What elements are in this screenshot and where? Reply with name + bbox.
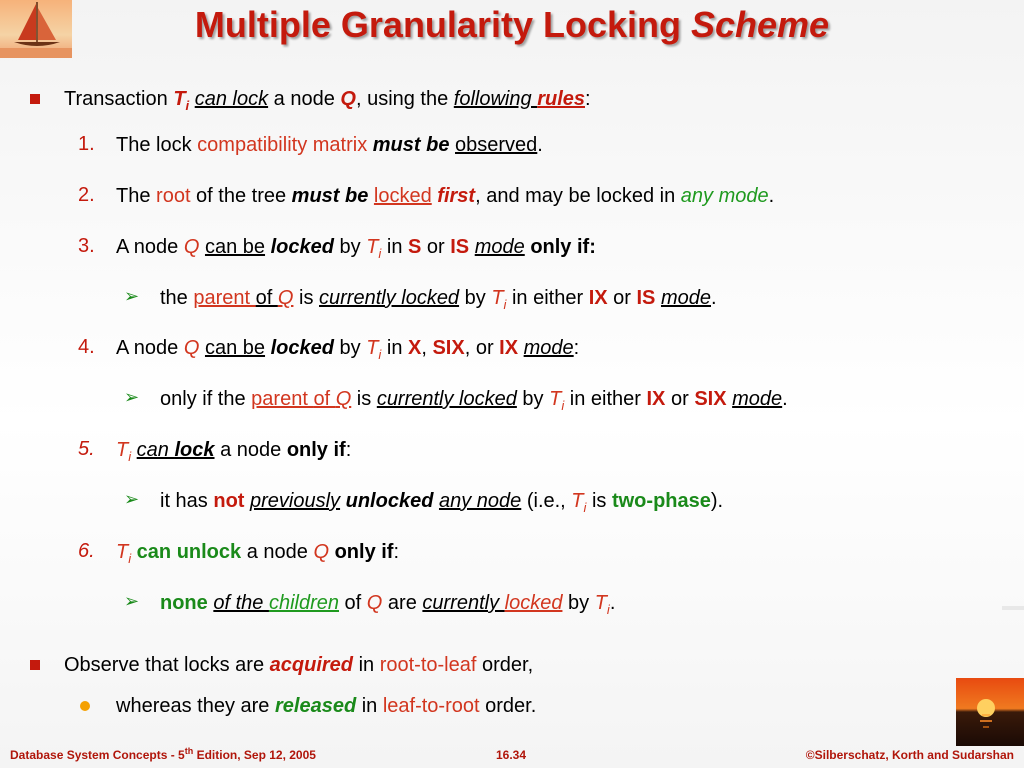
rule-number: 6. [78,540,95,562]
rule-number: 2. [78,184,95,206]
rule-1: The lock compatibility matrix must be observed. [116,134,543,156]
arrow-bullet-icon: ➢ [124,591,140,611]
rule-2: The root of the tree must be locked first, and may be locked in any mode. [116,185,775,207]
observe-text: Observe that locks are acquired in root-to-leaf order, [64,654,534,676]
arrow-bullet-icon: ➢ [124,387,140,407]
slide-edge-decoration [1002,606,1024,610]
square-bullet-icon [30,94,40,104]
footer-page-number: 16.34 [496,748,527,762]
slide-title: Multiple Granularity Locking Scheme [194,4,830,45]
intro-text: Transaction $T_i$ can lock a node Q, using the following rules: [64,88,591,113]
rule-3: A node Q can be locked by $T_i$ in S or IS mode only if: [116,236,596,261]
square-bullet-icon [30,660,40,670]
rule-5: $T_i$ can lock a node only if: [116,439,352,464]
rule-4-condition: only if the parent of Q is currently locked by $T_i$ in either IX or SIX mode. [160,388,788,413]
rule-number: 1. [78,133,95,155]
rule-6-condition: none of the children of Q are currently locked by $T_i$. [160,592,616,617]
rule-6: $T_i$ can unlock a node Q only if: [116,541,400,566]
dot-bullet-icon [80,701,90,711]
rule-5-condition: it has not previously unlocked any node (i.e., $T_i$ is two-phase). [160,490,724,515]
rule-number: 5. [78,438,95,460]
footer-copyright: ©Silberschatz, Korth and Sudarshan [805,748,1014,762]
whereas-text: whereas they are released in leaf-to-root order. [116,695,537,717]
sunset-image-icon [956,678,1024,746]
arrow-bullet-icon: ➢ [124,489,140,509]
rule-3-condition: the parent of Q is currently locked by $T_i$ in either IX or IS mode. [160,287,717,312]
rule-number: 4. [78,336,95,358]
rule-number: 3. [78,235,95,257]
arrow-bullet-icon: ➢ [124,286,140,306]
rule-4: A node Q can be locked by $T_i$ in X, SIX, or IX mode: [116,337,580,362]
footer-left: Database System Concepts - 5th Edition, Sep 12, 2005 [10,746,316,762]
